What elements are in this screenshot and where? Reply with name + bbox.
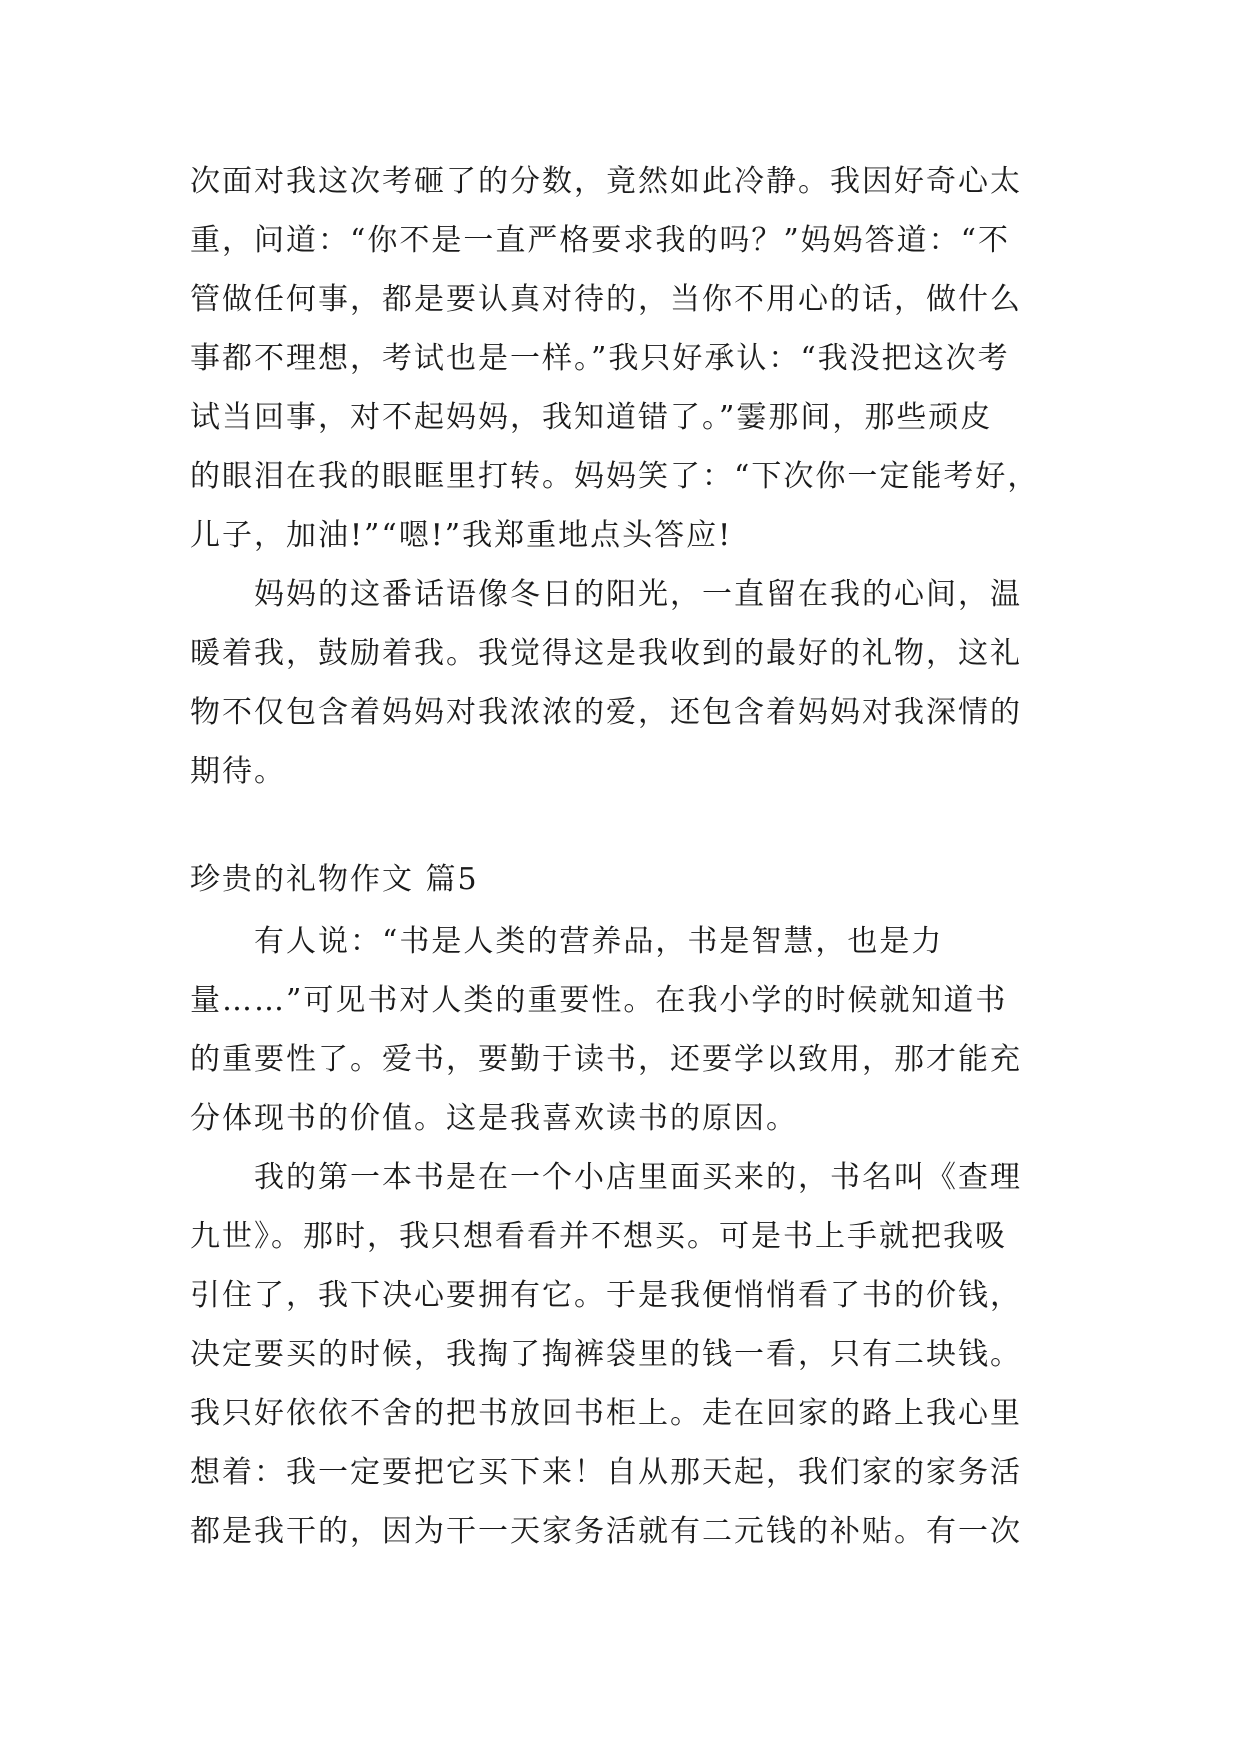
text-line: 决定要买的时候，我掏了掏裤袋里的钱一看，只有二块钱。: [190, 1337, 1022, 1372]
paragraph: [190, 152, 1060, 565]
text-line: 我的第一本书是在一个小店里面买来的，书名叫《查理: [190, 1160, 1022, 1195]
text-line: 引住了，我下决心要拥有它。于是我便悄悄看了书的价钱，: [190, 1278, 1022, 1313]
text-line: 的眼泪在我的眼眶里打转。妈妈笑了：“下次你一定能考好，: [190, 459, 1040, 494]
text-line: 重，问道：“你不是一直严格要求我的吗？”妈妈答道：“不: [190, 223, 1011, 258]
paragraph: [190, 565, 1060, 801]
text-line: 分体现书的价值。这是我喜欢读书的原因。: [190, 1101, 798, 1136]
bottom-text-block: [190, 912, 1060, 1561]
text-line: 管做任何事，都是要认真对待的，当你不用心的话，做什么: [190, 282, 1022, 317]
text-line: 次面对我这次考砸了的分数，竟然如此冷静。我因好奇心太: [190, 164, 1022, 199]
text-line: 妈妈的这番话语像冬日的阳光，一直留在我的心间，温: [190, 577, 1022, 612]
section-heading: 珍贵的礼物作文 篇5: [190, 862, 479, 897]
paragraph: [190, 1148, 1060, 1561]
text-line: 有人说：“书是人类的营养品，书是智慧，也是力: [190, 924, 944, 959]
text-line: 儿子，加油!”“嗯!”我郑重地点头答应!: [190, 518, 733, 553]
text-line: 我只好依依不舍的把书放回书柜上。走在回家的路上我心里: [190, 1396, 1022, 1431]
text-line: 的重要性了。爱书，要勤于读书，还要学以致用，那才能充: [190, 1042, 1022, 1077]
text-line: 九世》。那时，我只想看看并不想买。可是书上手就把我吸: [190, 1219, 1007, 1254]
text-line: 都是我干的，因为干一天家务活就有二元钱的补贴。有一次: [190, 1514, 1022, 1549]
text-line: 物不仅包含着妈妈对我浓浓的爱，还包含着妈妈对我深情的: [190, 695, 1022, 730]
text-line: 想着：我一定要把它买下来！自从那天起，我们家的家务活: [190, 1455, 1022, 1490]
text-line: 量……”可见书对人类的重要性。在我小学的时候就知道书: [190, 983, 1008, 1018]
text-line: 事都不理想，考试也是一样。”我只好承认：“我没把这次考: [190, 341, 1010, 376]
text-line: 暖着我，鼓励着我。我觉得这是我收到的最好的礼物，这礼: [190, 636, 1022, 671]
text-line: 期待。: [190, 754, 286, 789]
top-text-block: [190, 152, 1060, 801]
text-line: 试当回事，对不起妈妈，我知道错了。”霎那间，那些顽皮: [190, 400, 993, 435]
paragraph: [190, 912, 1060, 1148]
